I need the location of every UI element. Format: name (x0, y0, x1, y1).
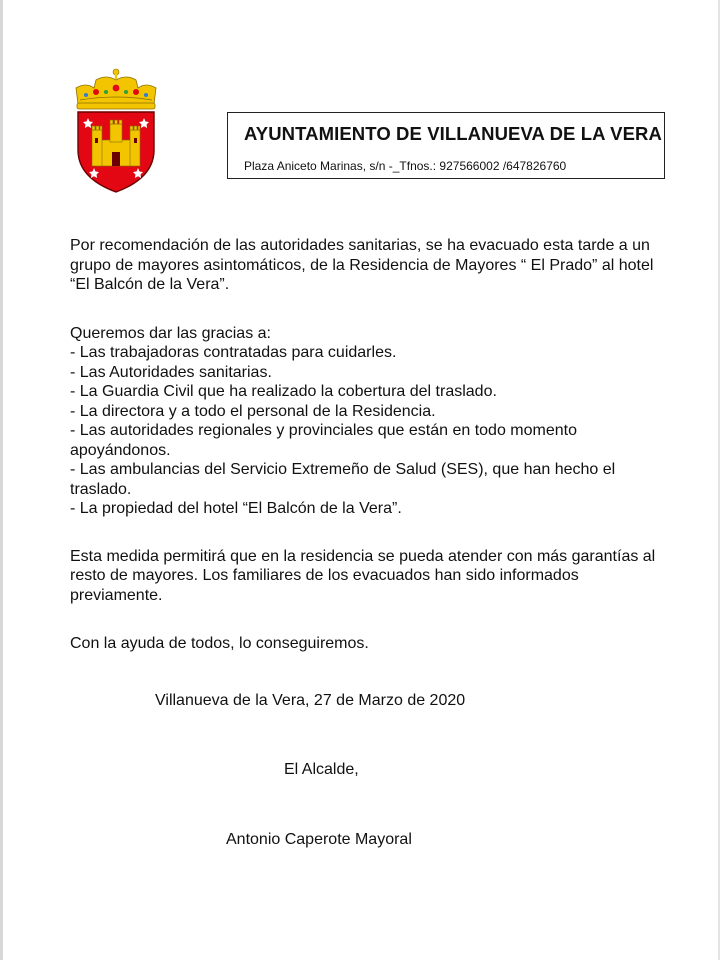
organization-address: Plaza Aniceto Marinas, s/n -_Tfnos.: 927566002 /647826760 (244, 159, 567, 173)
letter-body (70, 236, 670, 654)
date-line: Villanueva de la Vera, 27 de Marzo de 2020 (155, 692, 466, 709)
list-item: - Las Autoridades sanitarias. (70, 363, 272, 381)
thanks-list (70, 343, 670, 519)
letterhead-box (227, 112, 665, 179)
closing-sentence: Con la ayuda de todos, lo conseguiremos. (70, 635, 369, 652)
paragraph-evacuation: Por recomendación de las autoridades sanitarias, se ha evacuado esta tarde a un grupo de mayores asintomáticos, de la Residencia de Mayores “ El Prado” al hotel “El Balcón de la Vera”. (70, 237, 654, 293)
list-item: - La propiedad del hotel “El Balcón de la Vera”. (70, 500, 402, 517)
signatory-name: Antonio Caperote Mayoral (226, 831, 412, 848)
list-item: - Las autoridades regionales y provinciales que están en todo momento apoyándonos. (70, 422, 577, 459)
list-item: - La directora y a todo el personal de la Residencia. (70, 402, 436, 420)
list-item: - Las trabajadoras contratadas para cuidarles. (70, 344, 397, 361)
signatory-title: El Alcalde, (284, 761, 359, 778)
crown-icon (76, 69, 156, 109)
paragraph-measure: Esta medida permitirá que en la residencia se pueda atender con más garantías al resto de mayores. Los familiares de los evacuados han sido informados previamente. (70, 547, 656, 604)
list-item: - La Guardia Civil que ha realizado la cobertura del traslado. (70, 383, 497, 400)
coat-of-arms-icon (72, 68, 160, 196)
list-item: - Las ambulancias del Servicio Extremeño de Salud (SES), que han hecho el traslado. (70, 461, 616, 498)
organization-name: AYUNTAMIENTO DE VILLANUEVA DE LA VERA (244, 123, 662, 144)
page-edge (0, 0, 3, 960)
thanks-intro: Queremos dar las gracias a: (70, 324, 271, 342)
